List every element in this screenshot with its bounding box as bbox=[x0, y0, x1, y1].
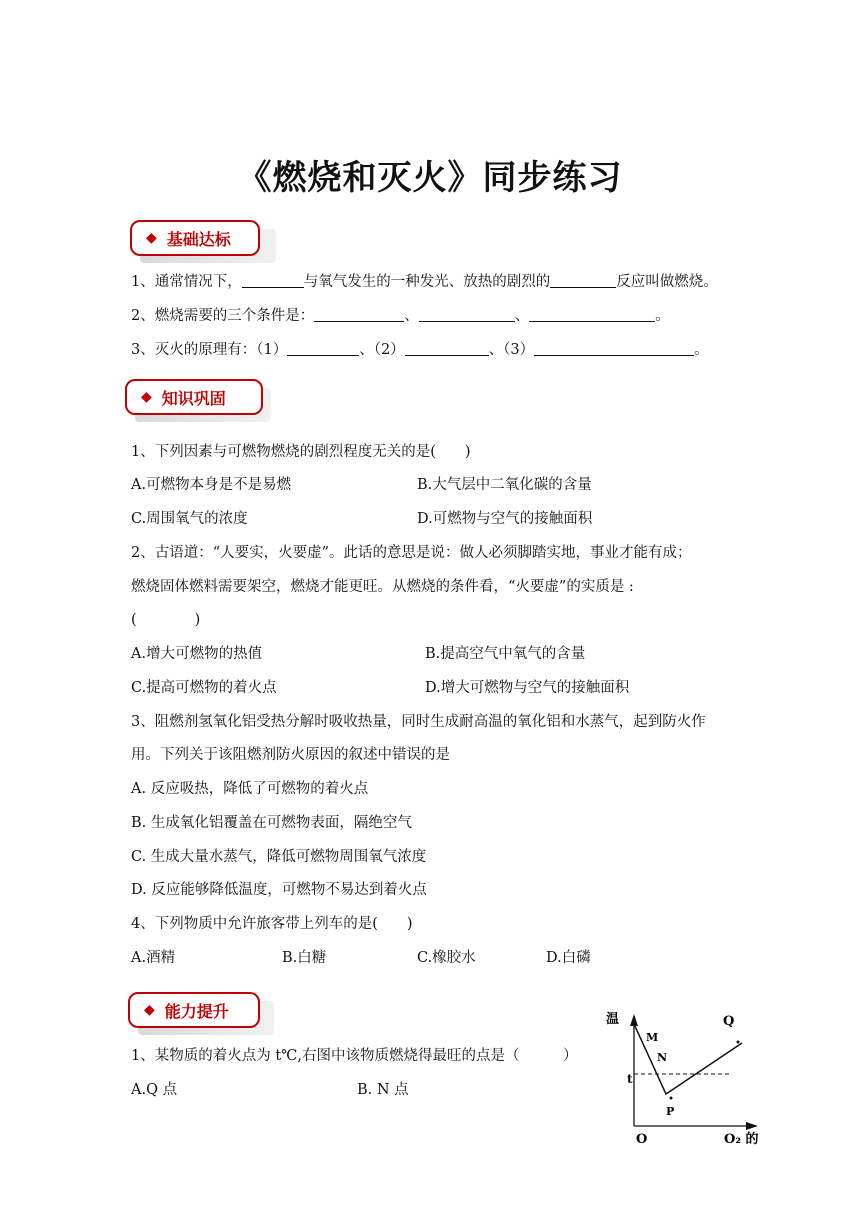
question-consolidate-3-line1: 3、阻燃剂氢氧化铝受热分解时吸收热量，同时生成耐高温的氧化铝和水蒸气，起到防火作 bbox=[131, 714, 706, 730]
option-a: A.酒精 bbox=[131, 950, 176, 966]
question-basic-2: 2、燃烧需要的三个条件是： 、 、 。 bbox=[131, 308, 670, 324]
origin-label: O bbox=[636, 1132, 648, 1147]
diamond-icon: ◆ bbox=[144, 1002, 155, 1018]
option-c: C.橡胶水 bbox=[417, 950, 476, 966]
option-b: B.提高空气中氧气的含量 bbox=[425, 646, 586, 662]
point-q-dot bbox=[737, 1041, 740, 1044]
option-d: D.可燃物与空气的接触面积 bbox=[417, 511, 593, 527]
option-b: B.大气层中二氧化碳的含量 bbox=[417, 477, 592, 493]
option-a: A.Q 点 bbox=[131, 1082, 178, 1098]
x-axis-label: O₂ 的 bbox=[724, 1132, 759, 1147]
diamond-icon: ◆ bbox=[141, 389, 152, 405]
point-n-label: N bbox=[657, 1051, 668, 1064]
diamond-icon: ◆ bbox=[146, 230, 157, 246]
point-q-label: Q bbox=[723, 1014, 735, 1029]
option-a: A.增大可燃物的热值 bbox=[131, 646, 263, 662]
section-label: 知识巩固 bbox=[161, 388, 226, 408]
point-p-label: P bbox=[666, 1105, 675, 1118]
point-p-dot bbox=[670, 1097, 673, 1100]
option-b: B.白糖 bbox=[282, 950, 327, 966]
option-d: D.增大可燃物与空气的接触面积 bbox=[425, 680, 630, 696]
section-label: 基础达标 bbox=[166, 229, 231, 249]
option-b: B. N 点 bbox=[357, 1082, 409, 1098]
section-label: 能力提升 bbox=[164, 1001, 229, 1021]
option-c: C.提高可燃物的着火点 bbox=[131, 680, 277, 696]
question-consolidate-2-line2: 燃烧固体燃料需要架空，燃烧才能更旺。从燃烧的条件看，“火要虚”的实质是 : bbox=[131, 579, 634, 595]
option-c: C.周围氧气的浓度 bbox=[131, 511, 248, 527]
question-consolidate-2-line1: 2、古语道：“人要实，火要虚”。此话的意思是说：做人必须脚踏实地，事业才能有成； bbox=[131, 545, 692, 561]
question-improve-1: 1、某物质的着火点为 t℃,右图中该物质燃烧得最旺的点是（ ） bbox=[131, 1048, 578, 1064]
option-c: C. 生成大量水蒸气，降低可燃物周围氧气浓度 bbox=[131, 849, 427, 865]
y-axis-label: 温 bbox=[606, 1012, 620, 1027]
option-d: D. 反应能够降低温度，可燃物不易达到着火点 bbox=[131, 882, 427, 898]
x-axis-arrow bbox=[746, 1122, 758, 1130]
point-m-label: M bbox=[646, 1031, 659, 1044]
question-basic-1: 1、通常情况下， 与氧气发生的一种发光、放热的剧烈的 反应叫做燃烧。 bbox=[131, 274, 718, 290]
page-title: 《燃烧和灭火》同步练习 bbox=[237, 158, 623, 198]
t-label: t bbox=[627, 1072, 633, 1086]
question-consolidate-1: 1、下列因素与可燃物燃烧的剧烈程度无关的是( ) bbox=[131, 444, 471, 460]
question-consolidate-2-line3: ( ) bbox=[131, 612, 201, 628]
option-b: B. 生成氧化铝覆盖在可燃物表面，隔绝空气 bbox=[131, 815, 412, 831]
question-consolidate-3-line2: 用。下列关于该阻燃剂防火原因的叙述中错误的是 bbox=[131, 747, 450, 763]
option-a: A.可燃物本身是不是易燃 bbox=[131, 477, 292, 493]
option-a: A. 反应吸热，降低了可燃物的着火点 bbox=[131, 781, 369, 797]
question-basic-3: 3、灭火的原理有：（1） 、（2） 、（3） 。 bbox=[131, 342, 709, 358]
question-consolidate-4: 4、下列物质中允许旅客带上列车的是( ) bbox=[131, 916, 413, 932]
temperature-oxygen-figure bbox=[596, 1004, 776, 1152]
option-d: D.白磷 bbox=[546, 950, 591, 966]
